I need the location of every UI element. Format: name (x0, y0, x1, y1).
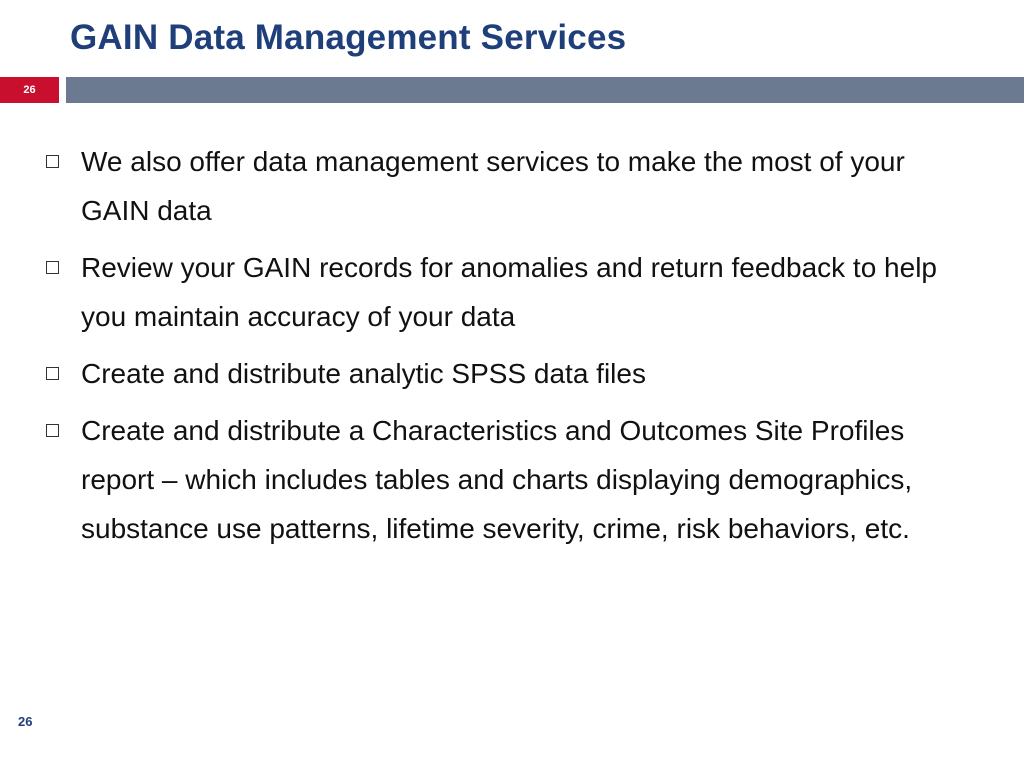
bullet-item (46, 406, 946, 553)
bullet-item (46, 243, 946, 341)
slide-title: GAIN Data Management Services (70, 18, 627, 57)
header-bar (66, 77, 1024, 103)
bullet-text: Create and distribute a Characteristics and Outcomes Site Profiles report – which includes tables and charts displaying demographics, substance use patterns, lifetime severity, crime, risk behaviors, etc. (81, 415, 913, 544)
bullet-item (46, 137, 946, 235)
bullet-text: Review your GAIN records for anomalies and return feedback to help you maintain accuracy of your data (81, 252, 937, 332)
square-bullet-icon (46, 261, 59, 274)
square-bullet-icon (46, 155, 59, 168)
bullet-item (46, 349, 946, 398)
square-bullet-icon (46, 424, 59, 437)
square-bullet-icon (46, 367, 59, 380)
header-slide-number: 26 (0, 77, 59, 103)
bullet-text: We also offer data management services to make the most of your GAIN data (81, 146, 905, 226)
footer-slide-number: 26 (18, 714, 33, 729)
bullet-text: Create and distribute analytic SPSS data files (81, 358, 646, 389)
bullet-list (46, 137, 946, 561)
